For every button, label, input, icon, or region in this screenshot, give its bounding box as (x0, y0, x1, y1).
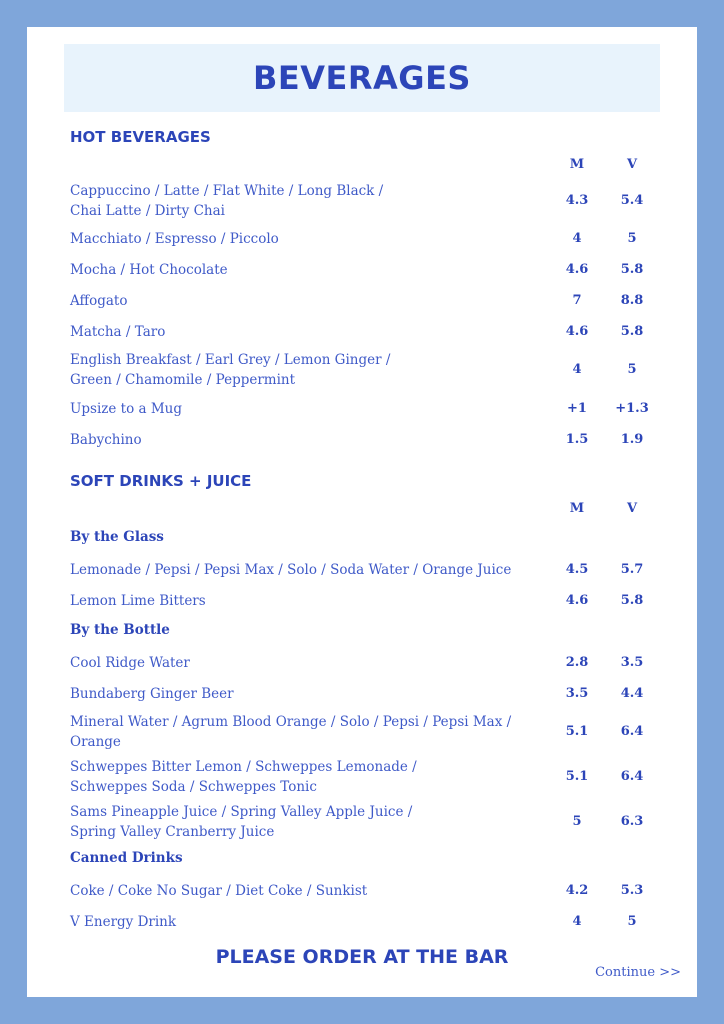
price-v: 5.4 (620, 193, 644, 208)
price-m: 5.1 (565, 724, 589, 739)
item-name: Sams Pineapple Juice / Spring Valley Apple Juice / Spring Valley Cranberry Juice (70, 804, 413, 840)
price-m: 7 (572, 293, 582, 308)
price-m: 4.3 (565, 193, 589, 208)
soft-drinks-heading: SOFT DRINKS + JUICE (70, 472, 252, 490)
title-band (64, 44, 660, 112)
menu-item (70, 881, 670, 901)
menu-page (27, 27, 697, 997)
page-title: BEVERAGES (253, 59, 471, 97)
menu-item (70, 399, 670, 419)
soft-col-m: M (569, 501, 585, 516)
item-name: Affogato (70, 293, 128, 309)
menu-item (70, 712, 670, 752)
item-name: Babychino (70, 432, 142, 448)
price-v: 8.8 (620, 293, 644, 308)
price-m: 2.8 (565, 655, 589, 670)
item-name: English Breakfast / Earl Grey / Lemon Ginger / Green / Chamomile / Peppermint (70, 352, 391, 388)
price-v: 5.8 (620, 262, 644, 277)
price-v: 5.8 (620, 324, 644, 339)
menu-item (70, 260, 670, 280)
item-name: Macchiato / Espresso / Piccolo (70, 231, 279, 247)
menu-item (70, 802, 670, 842)
menu-item (70, 912, 670, 932)
price-m: 4.6 (565, 262, 589, 277)
price-m: 4.6 (565, 324, 589, 339)
price-m: 5.1 (565, 769, 589, 784)
item-name: Cool Ridge Water (70, 655, 190, 671)
price-v: 3.5 (620, 655, 644, 670)
price-v: 5.3 (620, 883, 644, 898)
price-v: +1.3 (615, 401, 649, 416)
price-m: +1 (567, 401, 587, 416)
hot-col-m: M (569, 157, 585, 172)
price-m: 3.5 (565, 686, 589, 701)
item-name: Mocha / Hot Chocolate (70, 262, 228, 278)
price-v: 5 (627, 914, 637, 929)
price-m: 1.5 (565, 432, 589, 447)
soft-col-v: V (626, 501, 638, 516)
price-v: 1.9 (620, 432, 644, 447)
menu-item (70, 591, 670, 611)
price-v: 6.3 (620, 814, 644, 829)
hot-col-v: V (626, 157, 638, 172)
item-name: Cappuccino / Latte / Flat White / Long Black / Chai Latte / Dirty Chai (70, 183, 384, 219)
price-v: 6.4 (620, 769, 644, 784)
item-name: Upsize to a Mug (70, 401, 183, 417)
item-name: Matcha / Taro (70, 324, 166, 340)
menu-item (70, 757, 670, 797)
price-m: 4.5 (565, 562, 589, 577)
item-name: Coke / Coke No Sugar / Diet Coke / Sunkist (70, 883, 368, 899)
menu-item (70, 291, 670, 311)
menu-item (70, 560, 670, 580)
item-name: Bundaberg Ginger Beer (70, 686, 234, 702)
price-v: 6.4 (620, 724, 644, 739)
item-name: Lemon Lime Bitters (70, 593, 206, 609)
item-name: Schweppes Bitter Lemon / Schweppes Lemonade / Schweppes Soda / Schweppes Tonic (70, 759, 417, 795)
item-name: V Energy Drink (70, 914, 177, 930)
price-v: 5.7 (620, 562, 644, 577)
price-m: 4.2 (565, 883, 589, 898)
menu-item (70, 653, 670, 673)
price-m: 4 (572, 914, 582, 929)
price-m: 4 (572, 231, 582, 246)
item-name: Mineral Water / Agrum Blood Orange / Solo / Pepsi / Pepsi Max / Orange (70, 714, 512, 750)
hot-beverages-heading: HOT BEVERAGES (70, 128, 211, 146)
price-m: 4.6 (565, 593, 589, 608)
price-v: 4.4 (620, 686, 644, 701)
item-name: Lemonade / Pepsi / Pepsi Max / Solo / Soda Water / Orange Juice (70, 562, 512, 578)
menu-item (70, 684, 670, 704)
menu-item (70, 430, 670, 450)
price-m: 5 (572, 814, 582, 829)
price-v: 5.8 (620, 593, 644, 608)
menu-item (70, 322, 670, 342)
subheading-by-the-glass: By the Glass (70, 529, 164, 545)
price-m: 4 (572, 362, 582, 377)
menu-item (70, 350, 670, 390)
menu-item (70, 229, 670, 249)
order-at-bar-note: PLEASE ORDER AT THE BAR (215, 946, 509, 968)
menu-item (70, 181, 670, 221)
subheading-canned-drinks: Canned Drinks (70, 850, 183, 866)
continue-link[interactable]: Continue >> (595, 965, 681, 980)
price-v: 5 (627, 231, 637, 246)
subheading-by-the-bottle: By the Bottle (70, 622, 170, 638)
price-v: 5 (627, 362, 637, 377)
